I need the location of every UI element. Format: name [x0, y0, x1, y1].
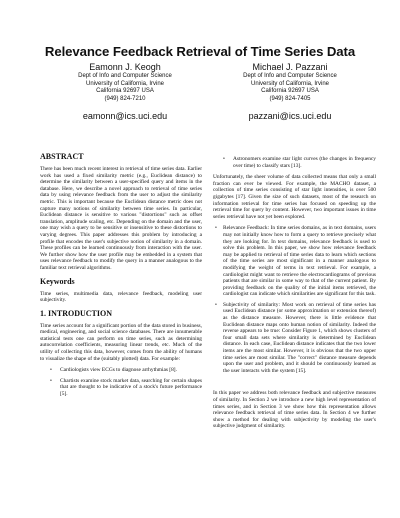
left-column	[40, 152, 202, 403]
right-column	[213, 156, 376, 435]
author-name: Michael J. Pazzani	[252, 62, 328, 72]
bullet-icon: •	[215, 301, 217, 308]
author-block-keogh	[45, 62, 205, 122]
list-item	[40, 367, 202, 374]
list-item	[213, 302, 376, 375]
astronomer-bullet-list	[213, 156, 376, 169]
author-email: pazzani@ics.uci.edu	[248, 111, 332, 122]
issues-bullet-list	[213, 225, 376, 374]
bullet-icon: •	[50, 367, 52, 374]
author-dept: Dept of Info and Computer Science	[243, 73, 337, 79]
list-item-text: Relevance Feedback: In time series domains, as in text domains, users may not initially know how to form a query to retrieve precisely what they are looking for. In text domains, relevance feedback is used to solve this problem. In this paper, we show how relevance feedback may be applied to retrieval of time series data to learn which sections of the time series are most significant in a manner analogous to modifying the weight of terms in text retrieval. For example, a cardiologist might want to retrieve the electrocardiograms of previous patients that are similar in some way to that of the current patient. By providing feedback on the quality of the initial items retrieved, the cardiologist can indicate which similarities are significant for this task.	[223, 225, 376, 298]
author-dept: Dept of Info and Computer Science	[78, 73, 172, 79]
intro-heading: 1. INTRODUCTION	[40, 308, 113, 318]
author-addr: California 92697 USA	[96, 88, 154, 95]
list-item	[213, 156, 376, 169]
paper-title: Relevance Feedback Retrieval of Time Series Data	[44, 44, 356, 59]
abstract-heading: ABSTRACT	[40, 152, 84, 161]
list-item-text: Cardiologists view ECGs to diagnose arrhythmias [8].	[60, 367, 177, 374]
keywords-heading: Keywords	[40, 276, 75, 286]
abstract-text: There has been much recent interest in retrieval of time series data. Earlier work has used a fixed similarity metric (e.g., Euclidean distance) to determine the similarity between a user-specified query and items in the database. Here, we describe a novel approach to retrieval of time series data by using relevance feedback from the user to adjust the similarity metric. This is important because the Euclidean distance metric does not capture many notions of similarity between time series. In particular, Euclidean distance is sensitive to various "distortions" such as offset translation, amplitude scaling, etc. Depending on the domain and the user, one may wish a query to be sensitive or insensitive to these distortions to varying degrees. This paper addresses this problem by introducing a profile that encodes the user's subjective notion of similarity in a domain. These profiles can be learned continuously from interaction with the user. We further show how the user profile may be embedded in a system that uses relevance feedback to modify the query in a manner analogous to the familiar text retrieval algorithms.	[40, 166, 202, 271]
bullet-icon: •	[215, 225, 217, 232]
body-paragraph: In this paper we address both relevance feedback and subjective measures of similarity. In Section 2 we introduce a new high level representation of times series, and in Section 3 we show how this representation allows relevance feedback retrieval of time series data. In Section 4 we further show a method for dealing with subjectivity by modeling the user's subjective judgment of similarity.	[213, 390, 376, 430]
author-block-pazzani	[210, 62, 370, 122]
bullet-icon: •	[223, 156, 225, 162]
author-phone: (949) 824-7210	[104, 95, 146, 102]
author-name: Eamonn J. Keogh	[89, 62, 161, 72]
list-item-text: Chartists examine stock market data, searching for certain shapes that are thought to be indicative of a stock's future performance [5].	[60, 377, 202, 398]
list-item	[213, 225, 376, 298]
author-email: eamonn@ics.uci.edu	[82, 111, 168, 122]
list-item	[40, 378, 202, 398]
bullet-icon: •	[50, 377, 52, 384]
intro-text: Time series account for a significant portion of the data stored in business, medical, engineering, and social science databases. There are innumerable statistical tests one can perform on time series, such as determining autocorrelation coefficients, measuring linear trends, etc. Much of the utility of collecting this data, however, comes from the ability of humans to visualize the shape of the (suitably plotted) data. For example:	[40, 322, 202, 362]
author-addr: California 92697 USA	[261, 88, 319, 95]
keywords-text: Time series, multimedia data, relevance feedback, modeling user subjectivity.	[40, 290, 202, 304]
author-phone: (949) 824-7405	[269, 95, 311, 102]
list-item-text: Subjectivity of similarity: Most work on retrieval of time series has used Euclidean distance (or some approximation or extension thereof) as the distance measure. However, there is little evidence that Euclidean distance maps onto human notion of similarity. Indeed the reverse appears to be true: Consider Figure 1, which shows clusters of four small data sets where similarity is determined by Euclidean distance. In each case, Euclidean distance indicates that the two lower items are the most similar. However, it is obvious that the two upper time series are most similar. The "correct" distance measure depends upon the user and problem, and it should be continuously learned as the user interacts with the system [15].	[223, 301, 376, 374]
author-univ: University of California, Irvine	[250, 80, 330, 87]
intro-bullet-list	[40, 367, 202, 397]
body-paragraph: Unfortunately, the sheer volume of data collected means that only a small fraction can ever be viewed. For example, the MACHO dataset, a collection of time series consisting of star light intensities, is over 500 gigabytes [17]. Given the size of such datasets, most of the research on information retrieval for time series has focused on speeding up the retrieval time for query by content. However, two important issues in time series retrieval have not yet been explored.	[213, 174, 376, 220]
author-univ: University of California, Irvine	[85, 80, 165, 87]
list-item-text: Astronomers examine star light curves (the changes in frequency over time) to classify stars [13].	[233, 156, 376, 169]
